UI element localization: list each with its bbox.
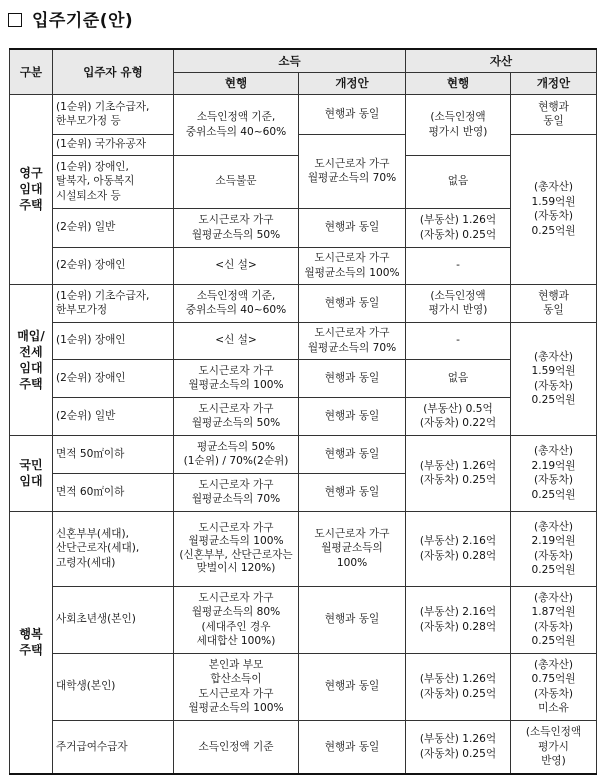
asset-revised-cell: (총자산) 1.59억원 (자동차) 0.25억원 [511, 134, 597, 284]
income-revised-cell: 현행과 동일 [299, 586, 406, 653]
income-current-cell: 본인과 부모 합산소득이 도시근로자 가구 월평균소득의 100% [174, 653, 299, 720]
table-row [10, 208, 597, 247]
income-revised-cell: 현행과 동일 [299, 94, 406, 134]
asset-current-cell: (부동산) 0.5억 (자동차) 0.22억 [406, 397, 511, 435]
type-cell: (2순위) 장애인 [53, 359, 174, 397]
income-current-cell: 평균소득의 50% (1순위) / 70%(2순위) [174, 435, 299, 473]
table-row [10, 511, 597, 586]
type-cell: (2순위) 장애인 [53, 247, 174, 284]
type-cell: 면적 60㎡이하 [53, 473, 174, 511]
header-asset: 자산 [406, 49, 597, 72]
housing-criteria-table [9, 48, 597, 775]
header-income-revised: 개정안 [299, 72, 406, 94]
asset-revised-cell: (총자산) 2.19억원 (자동차) 0.25억원 [511, 435, 597, 511]
asset-current-cell: - [406, 247, 511, 284]
income-revised-cell: 현행과 동일 [299, 397, 406, 435]
header-income-current: 현행 [174, 72, 299, 94]
type-cell: 신혼부부(세대), 산단근로자(세대), 고령자(세대) [53, 511, 174, 586]
page-title [8, 6, 133, 31]
income-current-cell: 소득인정액 기준, 중위소득의 40~60% [174, 284, 299, 322]
income-current-cell: 도시근로자 가구 월평균소득의 50% [174, 208, 299, 247]
table-row [10, 284, 597, 322]
category-haengbok: 행복 주택 [10, 511, 53, 774]
title-text: 입주기준(안) [32, 11, 134, 31]
asset-current-cell: (부동산) 1.26억 (자동차) 0.25억 [406, 435, 511, 511]
asset-current-cell: - [406, 322, 511, 359]
asset-current-cell: (소득인정액 평가시 반영) [406, 94, 511, 155]
header-asset-revised: 개정안 [511, 72, 597, 94]
table-row [10, 397, 597, 435]
income-current-cell: 소득불문 [174, 155, 299, 208]
type-cell: (1순위) 장애인, 탈북자, 아동복지 시설퇴소자 등 [53, 155, 174, 208]
asset-current-cell: (부동산) 1.26억 (자동차) 0.25억 [406, 208, 511, 247]
asset-revised-cell: (소득인정액 평가시 반영) [511, 720, 597, 774]
table-row [10, 435, 597, 473]
table-row [10, 359, 597, 397]
asset-current-cell: (부동산) 2.16억 (자동차) 0.28억 [406, 511, 511, 586]
asset-revised-cell: (총자산) 1.87억원 (자동차) 0.25억원 [511, 586, 597, 653]
income-current-cell: 도시근로자 가구 월평균소득의 80% (세대주인 경우 세대합산 100%) [174, 586, 299, 653]
type-cell: (1순위) 기초수급자, 한부모가정 등 [53, 94, 174, 134]
table-row [10, 586, 597, 653]
header-category: 구분 [10, 49, 53, 94]
income-current-cell: 도시근로자 가구 월평균소득의 50% [174, 397, 299, 435]
asset-current-cell: 없음 [406, 359, 511, 397]
income-current-cell: 소득인정액 기준, 중위소득의 40~60% [174, 94, 299, 155]
header-row-1 [10, 49, 597, 72]
table-row [10, 94, 597, 134]
type-cell: 대학생(본인) [53, 653, 174, 720]
income-current-cell: <신 설> [174, 322, 299, 359]
income-current-cell: <신 설> [174, 247, 299, 284]
asset-current-cell: (부동산) 1.26억 (자동차) 0.25억 [406, 653, 511, 720]
type-cell: (1순위) 국가유공자 [53, 134, 174, 155]
asset-revised-cell: 현행과 동일 [511, 94, 597, 134]
checkbox-square-icon [8, 13, 22, 27]
income-revised-cell: 현행과 동일 [299, 653, 406, 720]
type-cell: (1순위) 장애인 [53, 322, 174, 359]
income-revised-cell: 현행과 동일 [299, 208, 406, 247]
income-revised-cell: 현행과 동일 [299, 720, 406, 774]
header-income: 소득 [174, 49, 406, 72]
income-revised-cell: 현행과 동일 [299, 473, 406, 511]
asset-current-cell: (소득인정액 평가시 반영) [406, 284, 511, 322]
category-maeip: 매입/ 전세 임대 주택 [10, 284, 53, 435]
table-row [10, 653, 597, 720]
asset-revised-cell: 현행과 동일 [511, 284, 597, 322]
type-cell: (2순위) 일반 [53, 208, 174, 247]
category-yeonggu: 영구 임대 주택 [10, 94, 53, 284]
income-current-cell: 도시근로자 가구 월평균소득의 100% (신혼부부, 산단근로자는 맞벌이시 120%) [174, 511, 299, 586]
asset-revised-cell: (총자산) 1.59억원 (자동차) 0.25억원 [511, 322, 597, 435]
header-asset-current: 현행 [406, 72, 511, 94]
type-cell: 주거급여수급자 [53, 720, 174, 774]
type-cell: (1순위) 기초수급자, 한부모가정 [53, 284, 174, 322]
table-row [10, 247, 597, 284]
income-revised-cell: 도시근로자 가구 월평균소득의 70% [299, 134, 406, 208]
table-row [10, 322, 597, 359]
category-kukmin: 국민 임대 [10, 435, 53, 511]
asset-current-cell: (부동산) 1.26억 (자동차) 0.25억 [406, 720, 511, 774]
income-current-cell: 소득인정액 기준 [174, 720, 299, 774]
income-revised-cell: 현행과 동일 [299, 359, 406, 397]
asset-current-cell: 없음 [406, 155, 511, 208]
table-row [10, 720, 597, 774]
income-current-cell: 도시근로자 가구 월평균소득의 100% [174, 359, 299, 397]
type-cell: 면적 50㎡이하 [53, 435, 174, 473]
header-type: 입주자 유형 [53, 49, 174, 94]
income-revised-cell: 도시근로자 가구 월평균소득의 70% [299, 322, 406, 359]
asset-current-cell: (부동산) 2.16억 (자동차) 0.28억 [406, 586, 511, 653]
asset-revised-cell: (총자산) 2.19억원 (자동차) 0.25억원 [511, 511, 597, 586]
income-current-cell: 도시근로자 가구 월평균소득의 70% [174, 473, 299, 511]
asset-revised-cell: (총자산) 0.75억원 (자동차) 미소유 [511, 653, 597, 720]
income-revised-cell: 도시근로자 가구 월평균소득의 100% [299, 247, 406, 284]
income-revised-cell: 현행과 동일 [299, 284, 406, 322]
type-cell: (2순위) 일반 [53, 397, 174, 435]
type-cell: 사회초년생(본인) [53, 586, 174, 653]
income-revised-cell: 현행과 동일 [299, 435, 406, 473]
income-revised-cell: 도시근로자 가구 월평균소득의 100% [299, 511, 406, 586]
